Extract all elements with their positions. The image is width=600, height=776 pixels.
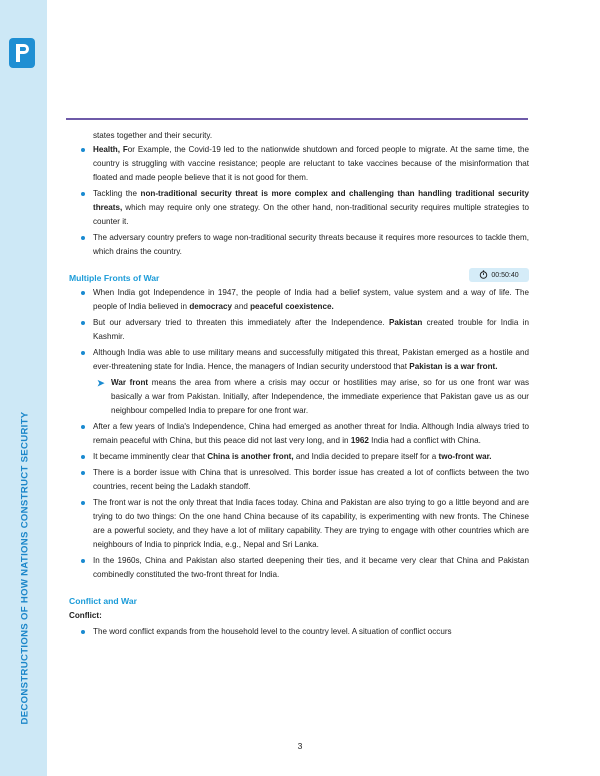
bullet-dot-icon (81, 471, 85, 475)
list-item (69, 554, 529, 582)
bullet-dot-icon (81, 291, 85, 295)
body-text: which may require only one strategy. On the other hand, non-traditional security requires multiple strategies to counter it. (93, 203, 529, 226)
list-item (69, 143, 529, 185)
bold-text: Health, F (93, 145, 128, 154)
bullet-dot-icon (81, 630, 85, 634)
list-item (69, 420, 529, 448)
subheading: Conflict: (69, 611, 102, 620)
stopwatch-icon (479, 270, 488, 281)
list-item (69, 286, 529, 314)
bold-text: non-traditional security threat is more complex and challenging than handling traditional security threats, (93, 189, 529, 212)
list-item (69, 316, 529, 344)
body-text: and (232, 302, 251, 311)
bullet-dot-icon (81, 192, 85, 196)
body-text: In the 1960s, China and Pakistan also started deepening their ties, and it became very clear that China and Pakistan combinedly constituted the two-front threat for India. (93, 556, 529, 579)
timer-value: 00:50:40 (491, 271, 519, 279)
bold-text: War front (111, 378, 149, 387)
list-item (69, 496, 529, 552)
bullet-dot-icon (81, 236, 85, 240)
body-text: But our adversary tried to threaten this immediately after the Independence. (93, 318, 389, 327)
bold-text: peaceful coexistence. (250, 302, 334, 311)
bold-text: 1962 (350, 436, 369, 445)
list-item (69, 450, 529, 464)
section-header (69, 591, 529, 607)
sidebar-vertical-title: DECONSTRUCTIONS OF HOW NATIONS CONSTRUCT SECURITY (19, 411, 31, 725)
arrow-bullet-icon: ➤ (97, 378, 105, 388)
page-number: 3 (297, 741, 303, 751)
body-text: or Example, the Covid-19 led to the nationwide shutdown and forced people to migrate. At the same time, the country is struggling with vaccine resistance; people are reluctant to take vaccines because of the misinformation that floated and made people believe that it is not good for them. (93, 145, 529, 182)
list-item (69, 187, 529, 229)
body-text: The adversary country prefers to wage non-traditional security threats because it requires more resources to tackle them, which drains the country. (93, 233, 529, 256)
sub-list-item (69, 376, 529, 418)
body-text: It became imminently clear that (93, 452, 208, 461)
body-text: The front war is not the only threat that India faces today. China and Pakistan are also trying to go a little beyond and are trying to do two things: On the one hand China because of its capability, is experimenting with new fronts. The Chinese are a powerful society, and they have a lot of military capability. They are trying to engage with other countries which are neighbours of India to pinprick India, e.g., Nepal and Sri Lanka. (93, 498, 529, 549)
body-text: Tackling the (93, 189, 141, 198)
bullet-dot-icon (81, 455, 85, 459)
list-item (69, 466, 529, 494)
bold-text: democracy (189, 302, 233, 311)
list-item (69, 346, 529, 374)
body-text: Although India was able to use military means and successfully mitigated this threat, Pakistan emerged as a hostile and ever-threatening state for India. Hence, the managers of Indian security understood that (93, 348, 529, 371)
header-rule (66, 118, 528, 120)
section-title: Multiple Fronts of War (69, 273, 160, 283)
bold-text: two-front war. (438, 452, 492, 461)
bullet-dot-icon (81, 559, 85, 563)
page-content (69, 129, 529, 641)
bold-text: Pakistan is a war front. (409, 362, 498, 371)
timer-badge (469, 268, 529, 282)
list-item (69, 231, 529, 259)
bullet-dot-icon (81, 148, 85, 152)
section-header (69, 268, 529, 284)
body-text: created trouble for India in Kashmir. (93, 318, 529, 341)
body-text: India had a conflict with China. (368, 436, 481, 445)
list-item (69, 625, 529, 639)
book-p-logo-icon (9, 38, 35, 68)
bullet-dot-icon (81, 501, 85, 505)
body-text: After a few years of India's Independence, China had emerged as another threat for India. Although India always tried to remain peaceful with China, but this peace did not last very long, and in (93, 422, 529, 445)
body-text: means the area from where a crisis may occur or hostilities may arise, so for us one front war was basically a war from Pakistan. Initially, after Independence, the immediate experience that Pakistan gave us as our neighbour compelled India to prepare for one front war. (111, 378, 529, 415)
body-text: and India decided to prepare itself for a (293, 452, 439, 461)
bullet-dot-icon (81, 425, 85, 429)
bold-text: Pakistan (389, 318, 423, 327)
body-text: The word conflict expands from the household level to the country level. A situation of conflict occurs (93, 627, 452, 636)
sidebar (0, 0, 47, 776)
body-text: When India got Independence in 1947, the people of India had a belief system, value system and a way of life. The people of India believed in (93, 288, 529, 311)
bold-text: China is another front, (207, 452, 294, 461)
section-title: Conflict and War (69, 596, 137, 606)
bullet-dot-icon (81, 321, 85, 325)
body-text: There is a border issue with China that is unresolved. This border issue has created a lot of conflicts between the two countries, recent being the Ladakh standoff. (93, 468, 529, 491)
bullet-dot-icon (81, 351, 85, 355)
continuation-text: states together and their security. (93, 131, 213, 140)
